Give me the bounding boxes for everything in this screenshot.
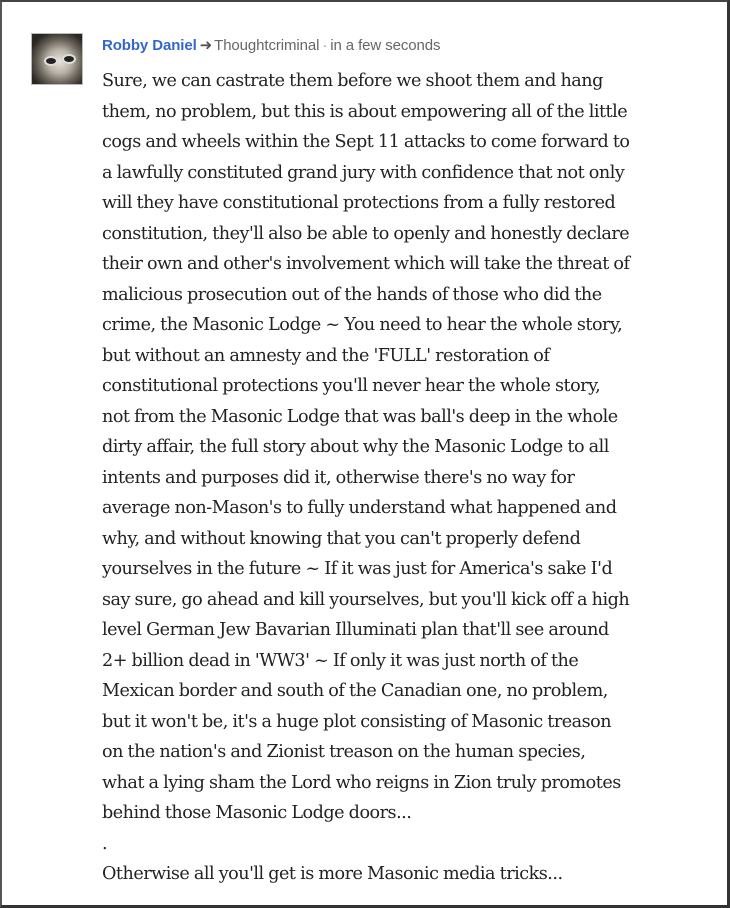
comment-header [102, 36, 440, 54]
avatar-eye-left [44, 56, 58, 66]
comment-body [102, 66, 722, 890]
avatar-eye-right [62, 54, 76, 64]
comment-line: malicious prosecution out of the hands of those who did the [102, 284, 602, 305]
comment-line: level German Jew Bavarian Illuminati plan that'll see around [102, 620, 609, 640]
separator: · [322, 37, 328, 54]
avatar[interactable] [31, 33, 83, 85]
comment-line: Otherwise all you'll get is more Masonic media tricks... [102, 864, 563, 884]
comment-line: will they have constitutional protections from a fully restored [102, 193, 616, 213]
comment-line: cogs and wheels within the Sept 11 attacks to come forward to [102, 132, 630, 152]
timestamp[interactable]: in a few seconds [330, 37, 441, 54]
comment-line: a lawfully constituted grand jury with confidence that not only [102, 162, 625, 183]
comment-line: behind those Masonic Lodge doors... [102, 803, 412, 823]
comment-line: Sure, we can castrate them before we shoot them and hang [102, 71, 603, 91]
comment-line: 2+ billion dead in 'WW3' ~ If only it was just north of the [102, 650, 579, 671]
comment-line: say sure, go ahead and kill yourselves, but you'll kick off a high [102, 589, 630, 610]
comment-line: them, no problem, but this is about empowering all of the little [102, 101, 628, 122]
comment-line: Mexican border and south of the Canadian one, no problem, [102, 681, 608, 701]
comment-line: but it won't be, it's a huge plot consisting of Masonic treason [102, 711, 612, 732]
comment-line: average non-Mason's to fully understand what happened and [102, 498, 617, 518]
comment-line: on the nation's and Zionist treason on the human species, [102, 742, 586, 762]
comment-line: what a lying sham the Lord who reigns in Zion truly promotes [102, 772, 621, 793]
comment-line: crime, the Masonic Lodge ~ You need to hear the whole story, [102, 315, 623, 335]
comment-line: but without an amnesty and the 'FULL' restoration of [102, 345, 550, 366]
comment-line: . [102, 833, 108, 854]
comment-line: not from the Masonic Lodge that was ball's deep in the whole [102, 406, 618, 427]
comment-line: constitutional protections you'll never hear the whole story, [102, 376, 601, 396]
author-link[interactable]: Robby Daniel [102, 37, 197, 54]
comment-line: their own and other's involvement which will take the threat of [102, 254, 630, 274]
comment-line: why, and without knowing that you can't properly defend [102, 528, 581, 549]
comment-line: yourselves in the future ~ If it was just for America's sake I'd [102, 559, 613, 579]
comment-line: constitution, they'll also be able to openly and honestly declare [102, 223, 630, 244]
reply-arrow-icon: ➜ [199, 37, 213, 54]
comment-line: intents and purposes did it, otherwise there's no way for [102, 467, 575, 488]
reply-to-link[interactable]: Thoughtcriminal [214, 37, 320, 54]
comment-line: dirty affair, the full story about why the Masonic Lodge to all [102, 437, 609, 457]
